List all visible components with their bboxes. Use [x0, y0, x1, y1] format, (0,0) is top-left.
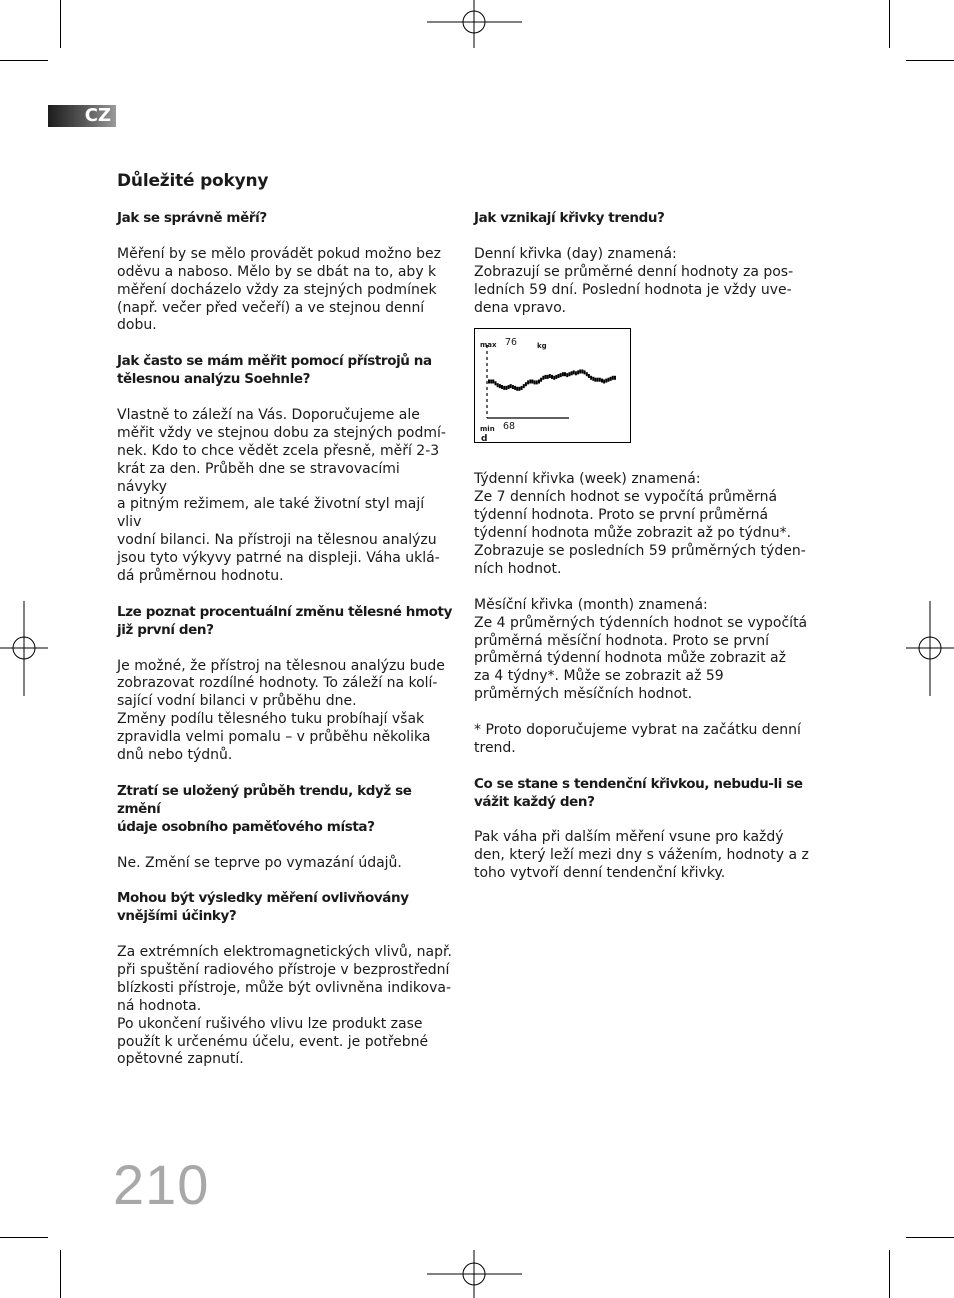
crop-mark [0, 1237, 48, 1238]
trend-point [564, 373, 566, 377]
crop-mark [906, 1237, 954, 1238]
chart-period-label: d [481, 434, 488, 445]
trend-point [592, 377, 594, 381]
trend-point [512, 385, 514, 389]
crop-mark [889, 1250, 890, 1298]
trend-point [597, 378, 599, 382]
trend-point [558, 374, 560, 378]
chart-min-label: min [480, 425, 495, 434]
language-badge: CZ [48, 105, 116, 127]
trend-point [581, 370, 583, 374]
trend-plot [474, 328, 631, 443]
faq-answer: Vlastně to záleží na Vás. Doporučujeme ale měřit vždy ve stejnou dobu za stejných podmí- nek. Kdo to chce vědět zcela přesně, měří 2-3 krát za den. Průběh dne se stravovacími návyky a pitným režimem, ale také životní styl mají vliv vodní bilanci. Na přístroji na tělesnou analýzu jsou tyto výkyvy patrné na displeji. Váha uklá- dá průměrnou hodnotu. [117, 406, 446, 585]
faq-question: Ztratí se uložený průběh trendu, když se změní údaje osobního paměťového místa? [117, 782, 412, 835]
trend-point [540, 378, 542, 382]
trend-point [531, 380, 533, 384]
trend-point [571, 372, 573, 376]
trend-point [551, 375, 553, 379]
trend-point [521, 386, 523, 390]
trend-point [608, 378, 610, 382]
trend-point [577, 371, 579, 375]
trend-point [492, 380, 494, 384]
trend-point [505, 386, 507, 390]
trend-point [545, 375, 547, 379]
trend-point [605, 379, 607, 383]
trend-point [568, 373, 570, 377]
faq-section [117, 210, 452, 335]
registration-mark-left [0, 601, 48, 696]
crop-mark [60, 0, 61, 48]
day-curve-text: Denní křivka (day) znamená: Zobrazují se průměrné denní hodnoty za pos- ledních 59 dní. Poslední hodnota je vždy uve- dena vpravo. [474, 245, 794, 316]
trend-point [536, 381, 538, 385]
chart-unit: kg [537, 342, 547, 351]
crop-mark [60, 1250, 61, 1298]
trend-point [495, 382, 497, 386]
trend-point [534, 381, 536, 385]
page-number: 210 [113, 1153, 210, 1216]
trend-point [523, 385, 525, 389]
trend-point [566, 374, 568, 378]
trend-point [527, 381, 529, 385]
faq-question: Jak se správně měří? [117, 210, 267, 226]
faq-question: Jak často se mám měřit pomocí přístrojů na tělesnou analýzu Soehnle? [117, 353, 432, 388]
trend-point [612, 376, 614, 380]
faq-question: Co se stane s tendenční křivkou, nebudu-li se vážit každý den? [474, 775, 803, 810]
trend-point [560, 374, 562, 378]
week-curve-text: Týdenní křivka (week) znamená: Ze 7 denních hodnot se vypočítá průměrná týdenní hodnota. Proto se první průměrná týdenní hodnota může zobrazit až po týdnu*. Zobrazuje se posledních 59 průměrných týden- ních hodnot. [474, 471, 806, 577]
trend-point [562, 373, 564, 377]
trend-chart [474, 328, 631, 443]
trend-point [508, 385, 510, 389]
faq-section [117, 890, 452, 1069]
trend-point [601, 379, 603, 383]
trend-point [542, 376, 544, 380]
trend-point [584, 371, 586, 375]
registration-mark-top [427, 0, 522, 48]
trend-point [529, 380, 531, 384]
faq-question: Jak vznikají křivky trendu? [474, 210, 665, 226]
registration-mark-right [906, 601, 954, 696]
page-title: Důležité pokyny [117, 171, 269, 191]
crop-mark [0, 60, 48, 61]
trend-point [614, 376, 616, 380]
trend-point [525, 383, 527, 387]
faq-question: Mohou být výsledky měření ovlivňovány vnějšími účinky? [117, 890, 409, 925]
trend-point [579, 370, 581, 374]
faq-section [117, 353, 452, 586]
faq-answer: Měření by se mělo provádět pokud možno bez oděvu a naboso. Mělo by se dbát na to, aby k měření docházelo vždy za stejných podmínek (např. večer před večeří) a ve stejnou denní dobu. [117, 245, 441, 334]
trend-point [599, 378, 601, 382]
left-column [117, 210, 452, 1069]
trend-point [549, 374, 551, 378]
trend-point [490, 380, 492, 384]
trend-point [514, 386, 516, 390]
trend-point [499, 385, 501, 389]
trend-point [588, 374, 590, 378]
trend-point [503, 386, 505, 390]
trend-point [518, 387, 520, 391]
faq-section [117, 604, 452, 765]
chart-min-value: 68 [503, 421, 516, 433]
trend-point [586, 373, 588, 377]
faq-section [117, 783, 452, 873]
trend-point [573, 371, 575, 375]
faq-answer: Pak váha při dalším měření vsune pro každý den, který leží mezi dny s vážením, hodnoty a z toho vytvoří denní tendenční křivky. [474, 829, 809, 882]
trend-point [501, 385, 503, 389]
trend-point [516, 387, 518, 391]
faq-question: Lze poznat procentuální změnu tělesné hmoty již první den? [117, 603, 452, 638]
trend-point [610, 377, 612, 381]
trend-point [538, 380, 540, 384]
crop-mark [889, 0, 890, 48]
faq-answer: Ne. Změní se teprve po vymazání údajů. [117, 854, 402, 871]
chart-max-value: 76 [505, 337, 518, 349]
trend-point [547, 375, 549, 379]
trend-point [603, 380, 605, 384]
trend-point [575, 372, 577, 376]
crop-mark [906, 60, 954, 61]
trend-point [497, 384, 499, 388]
right-column [474, 210, 809, 883]
trend-point [594, 378, 596, 382]
trend-point [488, 380, 490, 384]
trend-point [555, 375, 557, 379]
faq-answer: Za extrémních elektromagnetických vlivů, např. při spuštění radiového přístroje v bezprostřední blízkosti přístroje, může být ovlivněna indikova- ná hodnota. Po ukončení rušivého vlivu lze produkt zase použít k určenému účelu, event. je potřebné opětovné zapnutí. [117, 944, 452, 1068]
faq-answer: Je možné, že přístroj na tělesnou analýzu bude zobrazovat rozdílné hodnoty. To záleží na kolí- sající vodní bilanci v průběhu dne. Změny podílu tělesného tuku probíhají však zpravidla velmi pomalu – v průběhu několika dnů nebo týdnů. [117, 657, 445, 764]
footnote: * Proto doporučujeme vybrat na začátku denní trend. [474, 722, 801, 756]
trend-point [510, 385, 512, 389]
trend-point [590, 376, 592, 380]
chart-max-label: max [480, 341, 497, 350]
registration-mark-bottom [427, 1250, 522, 1298]
trend-point [553, 376, 555, 380]
month-curve-text: Měsíční křivka (month) znamená: Ze 4 průměrných týdenních hodnot se vypočítá průměrná měsíční hodnota. Proto se první průměrná týdenní hodnota může zobrazit až za 4 týdny*. Může se zobrazit až 59 průměrných měsíčních hodnot. [474, 596, 808, 703]
